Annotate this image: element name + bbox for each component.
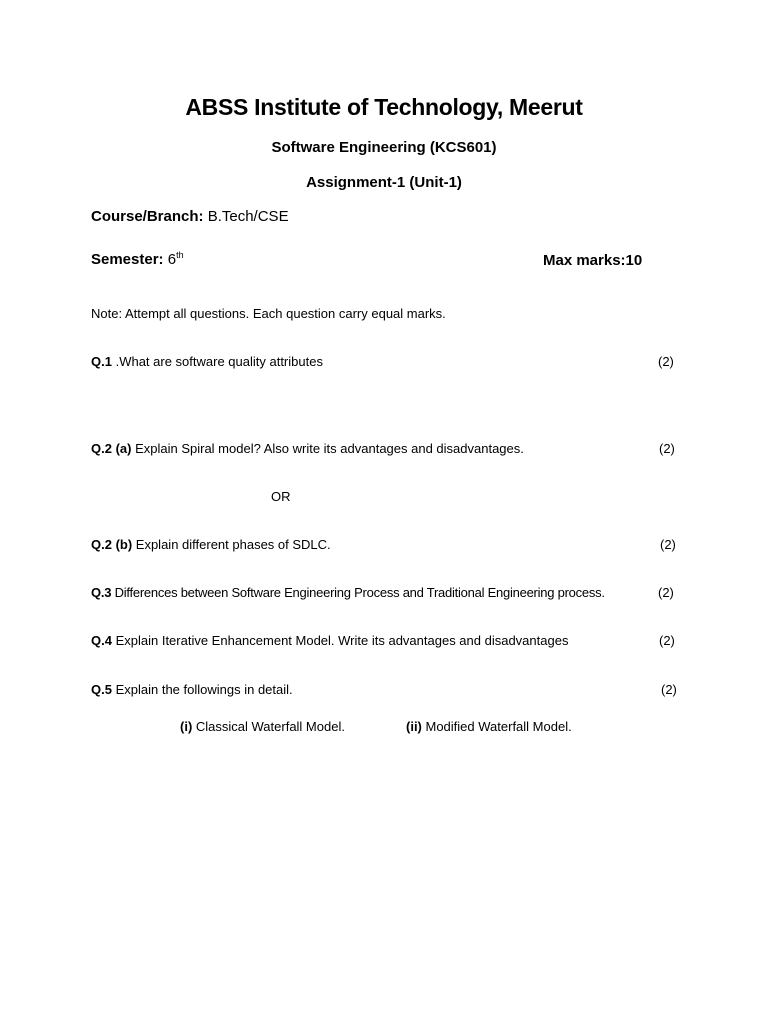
question-number: Q.2 (b) [91, 537, 133, 552]
question-4-marks: (2) [659, 633, 675, 648]
max-marks: Max marks:10 [543, 252, 643, 269]
question-number: Q.4 [91, 633, 112, 648]
semester-line [91, 251, 184, 268]
question-text: Explain different phases of SDLC. [132, 537, 331, 552]
subitem-text: Classical Waterfall Model. [192, 719, 345, 734]
question-5-marks: (2) [661, 682, 677, 697]
subitem-number: (ii) [406, 719, 422, 734]
question-4 [91, 633, 568, 648]
question-number: Q.2 (a) [91, 441, 132, 456]
subitem-text: Modified Waterfall Model. [421, 719, 572, 734]
institute-title: ABSS Institute of Technology, Meerut [185, 94, 583, 120]
question-3-marks: (2) [658, 585, 674, 600]
question-1 [91, 354, 323, 369]
semester-value: 6 [167, 251, 177, 268]
course-value: B.Tech/CSE [207, 208, 289, 225]
question-number: Q.5 [91, 682, 112, 697]
question-text: Explain Iterative Enhancement Model. Write its advantages and disadvantages [111, 633, 569, 648]
question-number: Q.3 [91, 585, 112, 600]
question-text: Explain the followings in detail. [111, 682, 293, 697]
question-3 [91, 585, 605, 600]
question-2b [91, 537, 331, 552]
subject-title: Software Engineering (KCS601) [271, 139, 497, 156]
question-number: Q.1 [91, 354, 112, 369]
question-2b-marks: (2) [660, 537, 676, 552]
subitem-number: (i) [180, 719, 193, 734]
instructions-note: Note: Attempt all questions. Each question carry equal marks. [91, 306, 446, 321]
course-label: Course/Branch: [91, 208, 204, 225]
question-text: Differences between Software Engineering Process and Traditional Engineering process. [111, 585, 605, 600]
question-text: Explain Spiral model? Also write its advantages and disadvantages. [131, 441, 524, 456]
question-text: .What are software quality attributes [111, 354, 323, 369]
question-5 [91, 682, 293, 697]
question-2a-marks: (2) [659, 441, 675, 456]
course-branch-line [91, 208, 289, 225]
semester-label: Semester: [91, 251, 164, 268]
semester-suffix: th [176, 250, 184, 260]
subitem-i [180, 719, 345, 734]
question-1-marks: (2) [658, 354, 674, 369]
question-2a [91, 441, 524, 456]
assignment-title: Assignment-1 (Unit-1) [306, 174, 462, 191]
or-separator: OR [271, 489, 291, 504]
subitem-ii [406, 719, 572, 734]
